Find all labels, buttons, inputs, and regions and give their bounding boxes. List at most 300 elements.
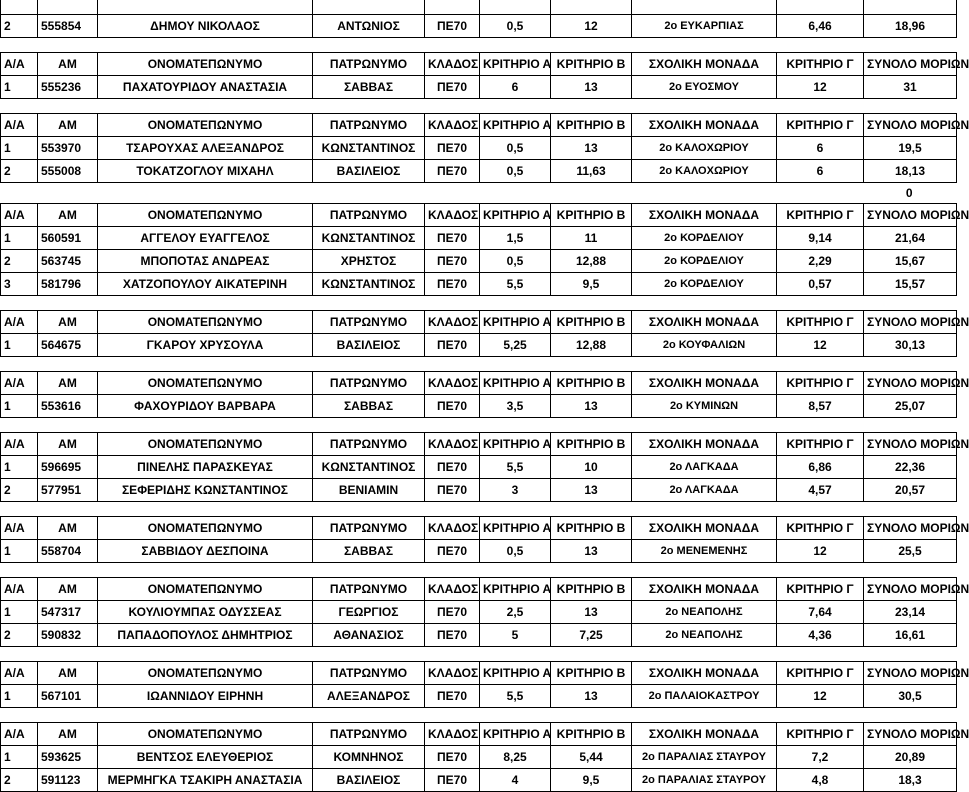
cell-school: 2ο ΝΕΑΠΟΛΗΣ	[632, 601, 777, 624]
header-patronymic: ΠΑΤΡΩΝΥΜΟ	[313, 723, 425, 746]
cell-total: 21,64	[864, 227, 957, 250]
cell-total: 30,13	[864, 334, 957, 357]
cell-criterion-a: 6	[480, 76, 551, 99]
header-criterion-b: ΚΡΙΤΗΡΙΟ Β	[551, 723, 632, 746]
cell-school: 2ο ΠΑΡΑΛΙΑΣ ΣΤΑΥΡΟΥ	[632, 769, 777, 792]
cell-criterion-c: 6,46	[777, 15, 864, 38]
table-row	[1, 334, 957, 357]
header-am: ΑΜ	[38, 662, 98, 685]
cell-patronymic: ΑΘΑΝΑΣΙΟΣ	[313, 624, 425, 647]
cell-branch: ΠΕ70	[425, 137, 480, 160]
cell-criterion-a: 5,5	[480, 273, 551, 296]
header-branch: ΚΛΑΔΟΣ	[425, 662, 480, 685]
cell-criterion-b: 13	[551, 479, 632, 502]
cell-school: 2ο ΚΟΥΦΑΛΙΩΝ	[632, 334, 777, 357]
header-school: ΣΧΟΛΙΚΗ ΜΟΝΑΔΑ	[632, 114, 777, 137]
cell-name: ΙΩΑΝΝΙΔΟΥ ΕΙΡΗΝΗ	[98, 685, 313, 708]
spacer-cell	[1, 563, 957, 578]
header-criterion-c: ΚΡΙΤΗΡΙΟ Γ	[777, 204, 864, 227]
cell-am	[38, 0, 98, 15]
header-aa: Α/Α	[1, 372, 38, 395]
header-aa: Α/Α	[1, 311, 38, 334]
cell-criterion-c: 4,57	[777, 479, 864, 502]
header-am: ΑΜ	[38, 578, 98, 601]
spacer-cell	[1, 418, 957, 433]
cell-criterion-c: 12	[777, 334, 864, 357]
cell-school: 2ο ΕΥΟΣΜΟΥ	[632, 76, 777, 99]
header-branch: ΚΛΑΔΟΣ	[425, 114, 480, 137]
cell-aa	[1, 0, 38, 15]
header-total: ΣΥΝΟΛΟ ΜΟΡΙΩΝ	[864, 311, 957, 334]
cell-total	[864, 0, 957, 15]
cell-aa: 1	[1, 746, 38, 769]
header-aa: Α/Α	[1, 662, 38, 685]
cell-name: ΦΑΧΟΥΡΙΔΟΥ ΒΑΡΒΑΡΑ	[98, 395, 313, 418]
cell-name: ΣΑΒΒΙΔΟΥ ΔΕΣΠΟΙΝΑ	[98, 540, 313, 563]
header-criterion-c: ΚΡΙΤΗΡΙΟ Γ	[777, 114, 864, 137]
cell-aa: 3	[1, 273, 38, 296]
cell-name: ΠΙΝΕΛΗΣ ΠΑΡΑΣΚΕΥΑΣ	[98, 456, 313, 479]
header-criterion-b: ΚΡΙΤΗΡΙΟ Β	[551, 204, 632, 227]
header-criterion-a: ΚΡΙΤΗΡΙΟ Α	[480, 372, 551, 395]
cell-branch: ΠΕ70	[425, 540, 480, 563]
cell-am: 581796	[38, 273, 98, 296]
table-row	[1, 76, 957, 99]
cell-aa: 1	[1, 137, 38, 160]
cell-criterion-a: 2,5	[480, 601, 551, 624]
cell-aa: 2	[1, 15, 38, 38]
header-name: ΟΝΟΜΑΤΕΠΩΝΥΜΟ	[98, 662, 313, 685]
header-total: ΣΥΝΟΛΟ ΜΟΡΙΩΝ	[864, 204, 957, 227]
spacer-cell	[1, 502, 957, 517]
header-am: ΑΜ	[38, 204, 98, 227]
cell-criterion-a: 0,5	[480, 250, 551, 273]
header-patronymic: ΠΑΤΡΩΝΥΜΟ	[313, 433, 425, 456]
cell-am: 553616	[38, 395, 98, 418]
cell-name: ΓΚΑΡΟΥ ΧΡΥΣΟΥΛΑ	[98, 334, 313, 357]
header-criterion-c: ΚΡΙΤΗΡΙΟ Γ	[777, 372, 864, 395]
cell-criterion-b: 7,25	[551, 624, 632, 647]
header-name: ΟΝΟΜΑΤΕΠΩΝΥΜΟ	[98, 723, 313, 746]
spacer-row	[1, 502, 957, 517]
cell-criterion-c: 12	[777, 76, 864, 99]
cell-patronymic: ΑΛΕΞΑΝΔΡΟΣ	[313, 685, 425, 708]
cell-school: 2ο ΚΑΛΟΧΩΡΙΟΥ	[632, 160, 777, 183]
header-school: ΣΧΟΛΙΚΗ ΜΟΝΑΔΑ	[632, 433, 777, 456]
cell-school: 2ο ΝΕΑΠΟΛΗΣ	[632, 624, 777, 647]
cell-patronymic: ΚΩΝΣΤΑΝΤΙΝΟΣ	[313, 227, 425, 250]
header-name: ΟΝΟΜΑΤΕΠΩΝΥΜΟ	[98, 311, 313, 334]
cell-am: 590832	[38, 624, 98, 647]
cell-patronymic: ΣΑΒΒΑΣ	[313, 540, 425, 563]
header-aa: Α/Α	[1, 723, 38, 746]
spacer-row	[1, 563, 957, 578]
cell-am: 577951	[38, 479, 98, 502]
header-branch: ΚΛΑΔΟΣ	[425, 204, 480, 227]
cell-school: 2ο ΚΥΜΙΝΩΝ	[632, 395, 777, 418]
cell-patronymic: ΣΑΒΒΑΣ	[313, 76, 425, 99]
cell-name: ΔΗΜΟΥ ΝΙΚΟΛΑΟΣ	[98, 15, 313, 38]
cell-name: ΜΕΡΜΗΓΚΑ ΤΣΑΚΙΡΗ ΑΝΑΣΤΑΣΙΑ	[98, 769, 313, 792]
cell-branch: ΠΕ70	[425, 624, 480, 647]
header-patronymic: ΠΑΤΡΩΝΥΜΟ	[313, 311, 425, 334]
cell-total: 15,67	[864, 250, 957, 273]
spacer-cell	[1, 296, 957, 311]
header-criterion-b: ΚΡΙΤΗΡΙΟ Β	[551, 372, 632, 395]
cell-criterion-c: 8,57	[777, 395, 864, 418]
header-criterion-c: ΚΡΙΤΗΡΙΟ Γ	[777, 311, 864, 334]
header-total: ΣΥΝΟΛΟ ΜΟΡΙΩΝ	[864, 433, 957, 456]
cell-name: ΑΓΓΕΛΟΥ ΕΥΑΓΓΕΛΟΣ	[98, 227, 313, 250]
cell-aa: 2	[1, 624, 38, 647]
header-criterion-a: ΚΡΙΤΗΡΙΟ Α	[480, 433, 551, 456]
header-school: ΣΧΟΛΙΚΗ ΜΟΝΑΔΑ	[632, 662, 777, 685]
cell-aa: 1	[1, 601, 38, 624]
header-patronymic: ΠΑΤΡΩΝΥΜΟ	[313, 662, 425, 685]
table-row	[1, 160, 957, 183]
cell-name: ΠΑΠΑΔΟΠΟΥΛΟΣ ΔΗΜΗΤΡΙΟΣ	[98, 624, 313, 647]
header-aa: Α/Α	[1, 578, 38, 601]
cell-aa: 2	[1, 250, 38, 273]
cell-criterion-a: 8,25	[480, 746, 551, 769]
header-am: ΑΜ	[38, 433, 98, 456]
header-row	[1, 662, 957, 685]
cell-criterion-c: 6	[777, 160, 864, 183]
header-patronymic: ΠΑΤΡΩΝΥΜΟ	[313, 114, 425, 137]
cell-school: 2ο ΕΥΚΑΡΠΙΑΣ	[632, 15, 777, 38]
header-aa: Α/Α	[1, 204, 38, 227]
spacer-row	[1, 357, 957, 372]
header-name: ΟΝΟΜΑΤΕΠΩΝΥΜΟ	[98, 433, 313, 456]
table-row	[1, 137, 957, 160]
header-row	[1, 372, 957, 395]
cell-patronymic: ΑΝΤΩΝΙΟΣ	[313, 15, 425, 38]
header-am: ΑΜ	[38, 53, 98, 76]
cell-total: 31	[864, 76, 957, 99]
header-total: ΣΥΝΟΛΟ ΜΟΡΙΩΝ	[864, 517, 957, 540]
cell-criterion-b: 10	[551, 456, 632, 479]
header-aa: Α/Α	[1, 114, 38, 137]
header-aa: Α/Α	[1, 53, 38, 76]
header-branch: ΚΛΑΔΟΣ	[425, 578, 480, 601]
cell-criterion-c: 12	[777, 685, 864, 708]
cell-name	[98, 0, 313, 15]
header-criterion-a: ΚΡΙΤΗΡΙΟ Α	[480, 204, 551, 227]
cell-branch: ΠΕ70	[425, 769, 480, 792]
cell-name: ΣΕΦΕΡΙΔΗΣ ΚΩΝΣΤΑΝΤΙΝΟΣ	[98, 479, 313, 502]
cell-total: 25,5	[864, 540, 957, 563]
header-criterion-a: ΚΡΙΤΗΡΙΟ Α	[480, 311, 551, 334]
header-criterion-a: ΚΡΙΤΗΡΙΟ Α	[480, 517, 551, 540]
cell-patronymic: ΒΑΣΙΛΕΙΟΣ	[313, 334, 425, 357]
cell-patronymic: ΚΩΝΣΤΑΝΤΙΝΟΣ	[313, 273, 425, 296]
cell-aa: 1	[1, 685, 38, 708]
header-criterion-a: ΚΡΙΤΗΡΙΟ Α	[480, 662, 551, 685]
table-row	[1, 15, 957, 38]
cell-name: ΤΣΑΡΟΥΧΑΣ ΑΛΕΞΑΝΔΡΟΣ	[98, 137, 313, 160]
header-criterion-c: ΚΡΙΤΗΡΙΟ Γ	[777, 53, 864, 76]
header-branch: ΚΛΑΔΟΣ	[425, 433, 480, 456]
cell-criterion-c: 2,29	[777, 250, 864, 273]
cell-branch: ΠΕ70	[425, 685, 480, 708]
cell-aa: 1	[1, 395, 38, 418]
cell-branch: ΠΕ70	[425, 227, 480, 250]
cell-am: 564675	[38, 334, 98, 357]
header-total: ΣΥΝΟΛΟ ΜΟΡΙΩΝ	[864, 372, 957, 395]
header-name: ΟΝΟΜΑΤΕΠΩΝΥΜΟ	[98, 204, 313, 227]
cell-criterion-a: 5	[480, 624, 551, 647]
cell-am: 555236	[38, 76, 98, 99]
cell-criterion-c: 4,36	[777, 624, 864, 647]
cell-am: 547317	[38, 601, 98, 624]
cell-branch: ΠΕ70	[425, 601, 480, 624]
header-row	[1, 517, 957, 540]
cell-total: 30,5	[864, 685, 957, 708]
cell-patronymic: ΧΡΗΣΤΟΣ	[313, 250, 425, 273]
table-row	[1, 746, 957, 769]
cell-school: 2ο ΚΟΡΔΕΛΙΟΥ	[632, 273, 777, 296]
cell-aa: 1	[1, 334, 38, 357]
cell-criterion-c: 4,8	[777, 769, 864, 792]
cell-criterion-b: 12	[551, 15, 632, 38]
cell-name: ΠΑΧΑΤΟΥΡΙΔΟΥ ΑΝΑΣΤΑΣΙΑ	[98, 76, 313, 99]
cell-criterion-b: 5,44	[551, 746, 632, 769]
cell-criterion-b	[551, 0, 632, 15]
cell-am: 558704	[38, 540, 98, 563]
cell-aa: 1	[1, 76, 38, 99]
header-name: ΟΝΟΜΑΤΕΠΩΝΥΜΟ	[98, 578, 313, 601]
cell-branch: ΠΕ70	[425, 334, 480, 357]
cell-total: 25,07	[864, 395, 957, 418]
table-row	[1, 250, 957, 273]
header-branch: ΚΛΑΔΟΣ	[425, 311, 480, 334]
table-row	[1, 395, 957, 418]
cell-aa: 2	[1, 160, 38, 183]
header-criterion-b: ΚΡΙΤΗΡΙΟ Β	[551, 53, 632, 76]
cell-school: 2ο ΠΑΡΑΛΙΑΣ ΣΤΑΥΡΟΥ	[632, 746, 777, 769]
cell-am: 563745	[38, 250, 98, 273]
cell-criterion-a: 0,5	[480, 15, 551, 38]
cell-criterion-b: 9,5	[551, 769, 632, 792]
table-row	[1, 479, 957, 502]
spacer-cell	[1, 38, 957, 53]
header-criterion-c: ΚΡΙΤΗΡΙΟ Γ	[777, 578, 864, 601]
header-am: ΑΜ	[38, 517, 98, 540]
cell-patronymic: ΒΑΣΙΛΕΙΟΣ	[313, 160, 425, 183]
header-row	[1, 114, 957, 137]
header-row	[1, 723, 957, 746]
cell-am: 555854	[38, 15, 98, 38]
cell-branch: ΠΕ70	[425, 479, 480, 502]
header-patronymic: ΠΑΤΡΩΝΥΜΟ	[313, 372, 425, 395]
cell-total: 18,96	[864, 15, 957, 38]
header-school: ΣΧΟΛΙΚΗ ΜΟΝΑΔΑ	[632, 372, 777, 395]
cell-criterion-c	[777, 0, 864, 15]
cell-school: 2ο ΚΑΛΟΧΩΡΙΟΥ	[632, 137, 777, 160]
cell-criterion-a: 0,5	[480, 540, 551, 563]
cell-total: 18,13	[864, 160, 957, 183]
cell-patronymic: ΣΑΒΒΑΣ	[313, 395, 425, 418]
header-criterion-b: ΚΡΙΤΗΡΙΟ Β	[551, 311, 632, 334]
header-criterion-a: ΚΡΙΤΗΡΙΟ Α	[480, 53, 551, 76]
cell-criterion-a: 3,5	[480, 395, 551, 418]
spacer-row	[1, 38, 957, 53]
header-aa: Α/Α	[1, 517, 38, 540]
cell-am: 593625	[38, 746, 98, 769]
spacer-cell	[1, 357, 957, 372]
cell-criterion-b: 13	[551, 685, 632, 708]
cell-criterion-a: 0,5	[480, 160, 551, 183]
header-criterion-b: ΚΡΙΤΗΡΙΟ Β	[551, 578, 632, 601]
cell-criterion-c: 0,57	[777, 273, 864, 296]
cell-aa: 1	[1, 227, 38, 250]
header-total: ΣΥΝΟΛΟ ΜΟΡΙΩΝ	[864, 662, 957, 685]
header-criterion-b: ΚΡΙΤΗΡΙΟ Β	[551, 662, 632, 685]
cell-criterion-a: 5,5	[480, 685, 551, 708]
header-criterion-c: ΚΡΙΤΗΡΙΟ Γ	[777, 723, 864, 746]
header-total: ΣΥΝΟΛΟ ΜΟΡΙΩΝ	[864, 53, 957, 76]
header-name: ΟΝΟΜΑΤΕΠΩΝΥΜΟ	[98, 53, 313, 76]
header-am: ΑΜ	[38, 114, 98, 137]
cell-school	[632, 0, 777, 15]
header-row	[1, 578, 957, 601]
stray-value: 0	[905, 186, 913, 200]
cell-total: 18,3	[864, 769, 957, 792]
cell-branch: ΠΕ70	[425, 76, 480, 99]
cell-criterion-b: 13	[551, 540, 632, 563]
value-row	[1, 183, 957, 204]
cell-criterion-a: 1,5	[480, 227, 551, 250]
spacer-row	[1, 99, 957, 114]
header-criterion-a: ΚΡΙΤΗΡΙΟ Α	[480, 723, 551, 746]
cell-name: ΚΟΥΛΙΟΥΜΠΑΣ ΟΔΥΣΣΕΑΣ	[98, 601, 313, 624]
cell-school: 2ο ΠΑΛΑΙΟΚΑΣΤΡΟΥ	[632, 685, 777, 708]
header-row	[1, 53, 957, 76]
cell-criterion-a: 5,25	[480, 334, 551, 357]
cell-branch: ΠΕ70	[425, 746, 480, 769]
cell-branch: ΠΕ70	[425, 395, 480, 418]
cell-criterion-b: 9,5	[551, 273, 632, 296]
cell-criterion-c: 9,14	[777, 227, 864, 250]
header-criterion-c: ΚΡΙΤΗΡΙΟ Γ	[777, 517, 864, 540]
header-branch: ΚΛΑΔΟΣ	[425, 372, 480, 395]
spacer-row	[1, 296, 957, 311]
cell-am: 567101	[38, 685, 98, 708]
cell-total: 20,89	[864, 746, 957, 769]
header-criterion-a: ΚΡΙΤΗΡΙΟ Α	[480, 578, 551, 601]
header-patronymic: ΠΑΤΡΩΝΥΜΟ	[313, 578, 425, 601]
table-row	[1, 227, 957, 250]
cell-patronymic: ΚΟΜΝΗΝΟΣ	[313, 746, 425, 769]
cell-total: 16,61	[864, 624, 957, 647]
header-am: ΑΜ	[38, 372, 98, 395]
cell-am: 560591	[38, 227, 98, 250]
header-patronymic: ΠΑΤΡΩΝΥΜΟ	[313, 53, 425, 76]
cell-am: 596695	[38, 456, 98, 479]
cell-patronymic: ΚΩΝΣΤΑΝΤΙΝΟΣ	[313, 137, 425, 160]
cell-branch: ΠΕ70	[425, 273, 480, 296]
cell-criterion-c: 6,86	[777, 456, 864, 479]
cell-total: 20,57	[864, 479, 957, 502]
cell-criterion-a: 0,5	[480, 137, 551, 160]
cell-patronymic: ΒΑΣΙΛΕΙΟΣ	[313, 769, 425, 792]
spacer-row	[1, 418, 957, 433]
cell-school: 2ο ΜΕΝΕΜΕΝΗΣ	[632, 540, 777, 563]
header-school: ΣΧΟΛΙΚΗ ΜΟΝΑΔΑ	[632, 723, 777, 746]
cell-total: 23,14	[864, 601, 957, 624]
table-row	[1, 540, 957, 563]
spacer-cell	[1, 99, 957, 114]
cell-criterion-a: 4	[480, 769, 551, 792]
cell-criterion-c: 6	[777, 137, 864, 160]
header-name: ΟΝΟΜΑΤΕΠΩΝΥΜΟ	[98, 372, 313, 395]
header-school: ΣΧΟΛΙΚΗ ΜΟΝΑΔΑ	[632, 578, 777, 601]
cell-criterion-b: 11	[551, 227, 632, 250]
header-school: ΣΧΟΛΙΚΗ ΜΟΝΑΔΑ	[632, 53, 777, 76]
cell-aa: 2	[1, 769, 38, 792]
cell-criterion-a	[480, 0, 551, 15]
cell-school: 2ο ΚΟΡΔΕΛΙΟΥ	[632, 250, 777, 273]
header-row	[1, 204, 957, 227]
header-criterion-b: ΚΡΙΤΗΡΙΟ Β	[551, 517, 632, 540]
cell-criterion-c: 7,64	[777, 601, 864, 624]
table-row	[1, 601, 957, 624]
cell-criterion-b: 13	[551, 76, 632, 99]
cell-name: ΒΕΝΤΣΟΣ ΕΛΕΥΘΕΡΙΟΣ	[98, 746, 313, 769]
header-aa: Α/Α	[1, 433, 38, 456]
cell-branch: ΠΕ70	[425, 160, 480, 183]
cell-am: 553970	[38, 137, 98, 160]
cell-school: 2ο ΚΟΡΔΕΛΙΟΥ	[632, 227, 777, 250]
header-branch: ΚΛΑΔΟΣ	[425, 517, 480, 540]
table-row	[1, 456, 957, 479]
cell-school: 2ο ΛΑΓΚΑΔΑ	[632, 479, 777, 502]
cell-school: 2ο ΛΑΓΚΑΔΑ	[632, 456, 777, 479]
cell-patronymic: ΓΕΩΡΓΙΟΣ	[313, 601, 425, 624]
cell-patronymic: ΚΩΝΣΤΑΝΤΙΝΟΣ	[313, 456, 425, 479]
header-patronymic: ΠΑΤΡΩΝΥΜΟ	[313, 204, 425, 227]
header-criterion-a: ΚΡΙΤΗΡΙΟ Α	[480, 114, 551, 137]
header-branch: ΚΛΑΔΟΣ	[425, 53, 480, 76]
header-criterion-b: ΚΡΙΤΗΡΙΟ Β	[551, 114, 632, 137]
header-row	[1, 311, 957, 334]
table-row	[1, 273, 957, 296]
cell-criterion-a: 5,5	[480, 456, 551, 479]
header-am: ΑΜ	[38, 723, 98, 746]
cell-criterion-b: 13	[551, 601, 632, 624]
table-row	[1, 0, 957, 15]
header-branch: ΚΛΑΔΟΣ	[425, 723, 480, 746]
header-name: ΟΝΟΜΑΤΕΠΩΝΥΜΟ	[98, 114, 313, 137]
header-patronymic: ΠΑΤΡΩΝΥΜΟ	[313, 517, 425, 540]
cell-criterion-a: 3	[480, 479, 551, 502]
cell-branch	[425, 0, 480, 15]
header-row	[1, 433, 957, 456]
cell-branch: ΠΕ70	[425, 15, 480, 38]
cell-criterion-b: 12,88	[551, 334, 632, 357]
table-row	[1, 769, 957, 792]
cell-total: 19,5	[864, 137, 957, 160]
header-school: ΣΧΟΛΙΚΗ ΜΟΝΑΔΑ	[632, 204, 777, 227]
cell-criterion-b: 11,63	[551, 160, 632, 183]
cell-name: ΧΑΤΖΟΠΟΥΛΟΥ ΑΙΚΑΤΕΡΙΝΗ	[98, 273, 313, 296]
header-criterion-c: ΚΡΙΤΗΡΙΟ Γ	[777, 433, 864, 456]
spacer-row	[1, 708, 957, 723]
cell-criterion-b: 13	[551, 395, 632, 418]
cell-am: 555008	[38, 160, 98, 183]
cell-criterion-c: 7,2	[777, 746, 864, 769]
cell-criterion-b: 12,88	[551, 250, 632, 273]
